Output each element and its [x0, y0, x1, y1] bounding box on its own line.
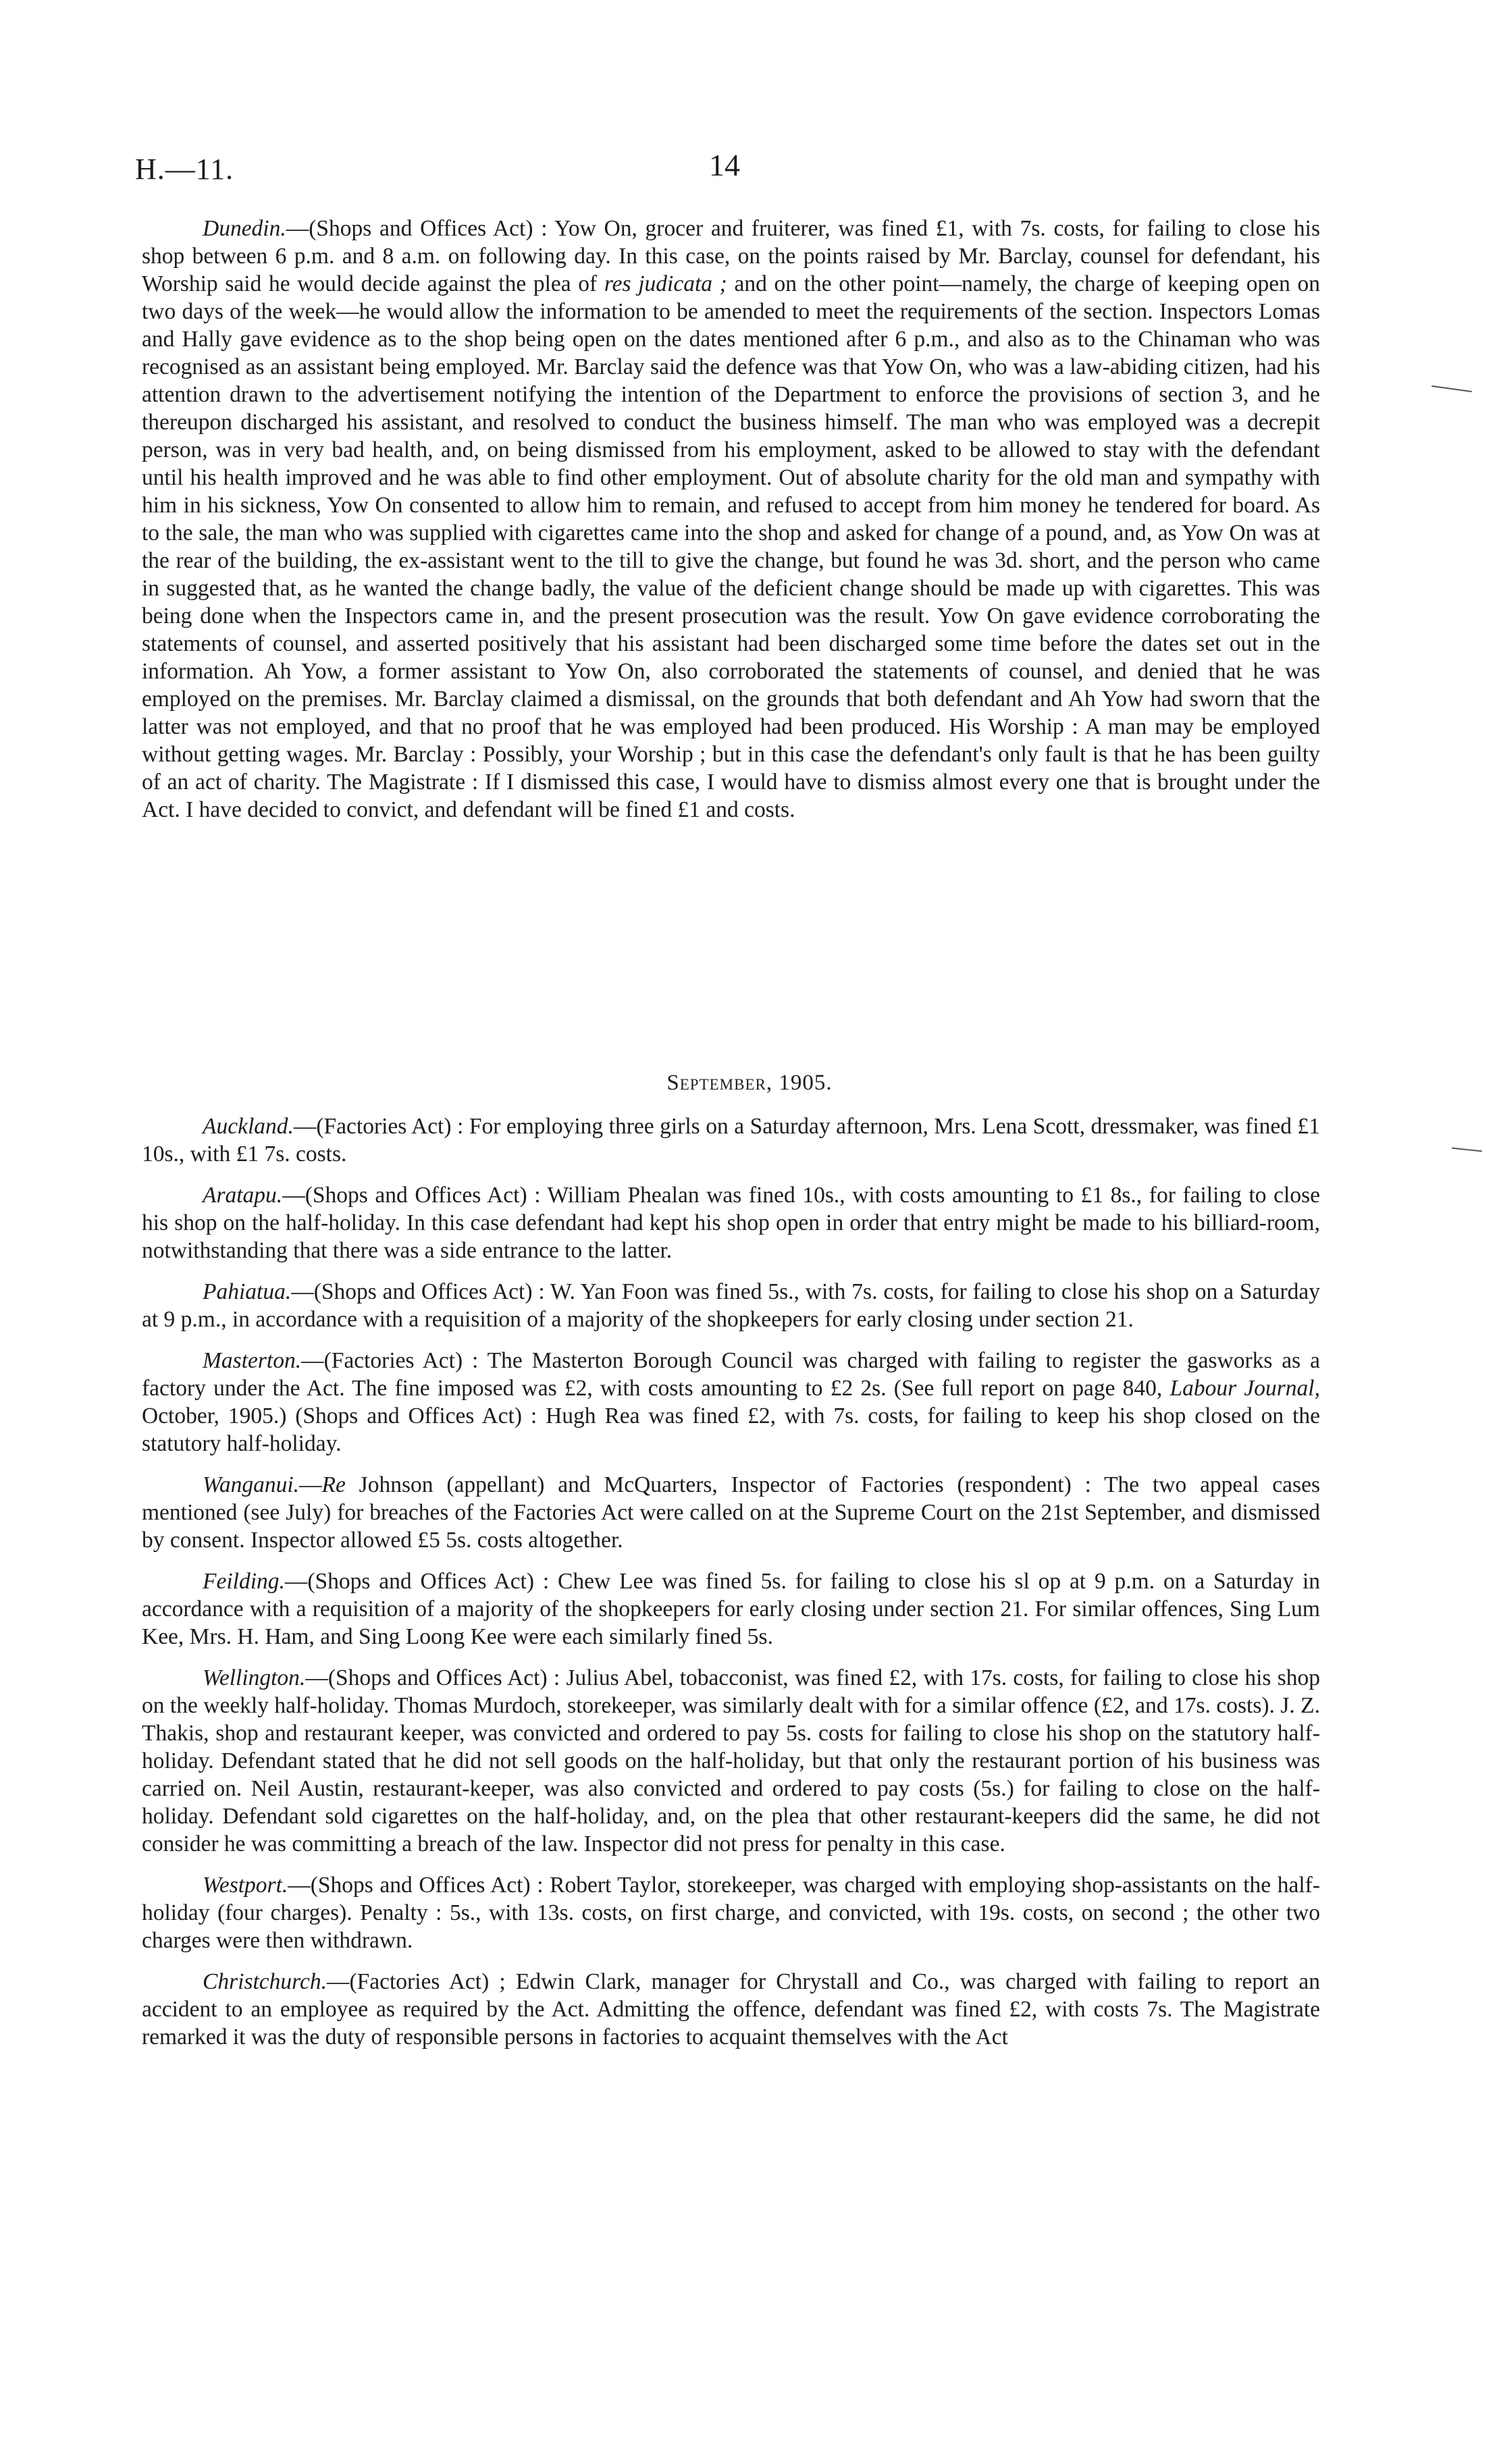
place-name: Masterton. — [203, 1348, 302, 1373]
document-reference: H.—11. — [135, 153, 234, 186]
entry-text: — — [299, 1472, 322, 1497]
entry-text-continued: October, 1905.) (Shops and Offices Act) : Hugh Rea was fined £2, with 7s. costs, for failing to keep his shop closed on the statutory half-holiday. — [142, 1403, 1320, 1456]
entry-wanganui — [142, 1471, 1320, 1554]
entry-feilding — [142, 1568, 1320, 1651]
entry-pahiatua — [142, 1278, 1320, 1333]
entry-text: —(Factories Act) : The Masterton Borough Council was charged with failing to register the gasworks as a factory under the Act. The fine imposed was £2, with costs amounting to £2 2s. (See full report on page 840, — [142, 1348, 1320, 1401]
entry-text: —(Shops and Offices Act) : Julius Abel, tobacconist, was fined £2, with 17s. costs, for failing to close his shop on the weekly half-holiday. Thomas Murdoch, storekeeper, was similarly dealt with for a similar offence (£2, and 17s. costs). J. Z. Thakis, shop and restaurant keeper, was convicted and ordered to pay 5s. costs for failing to close his shop on the statutory half-holiday. Defendant stated that he did not sell goods on the half-holiday, but that only the restaurant portion of his business was carried on. Neil Austin, restaurant-keeper, was also convicted and ordered to pay costs (5s.) for failing to close on the half-holiday. Defendant sold cigarettes on the half-holiday, and, on the plea that other restaurant-keepers did the same, he did not consider he was committing a breach of the law. Inspector did not press for penalty in this case. — [142, 1665, 1320, 1856]
place-name: Auckland. — [203, 1114, 294, 1139]
entry-text: —(Factories Act) : For employing three girls on a Saturday afternoon, Mrs. Lena Scott, dressmaker, was fined £1 10s., with £1 7s. costs. — [142, 1114, 1320, 1167]
place-name: Westport. — [203, 1873, 288, 1898]
entry-text: —(Shops and Offices Act) : Yow On, grocer and fruiterer, was fined £1, with 7s. costs, for failing to close his shop between 6 p.m. and 8 a.m. on following day. In this case, on the points raised by Mr. Barclay, counsel for defendant, his Worship said he would decide against the plea of — [142, 216, 1320, 296]
entry-masterton — [142, 1347, 1320, 1457]
italic-phrase: Labour Journal, — [1169, 1376, 1320, 1401]
entry-auckland — [142, 1113, 1320, 1168]
italic-phrase: res judicata ; — [604, 271, 727, 296]
entry-text-continued: Johnson (appellant) and McQuarters, Inspector of Factories (respondent) : The two appeal cases mentioned (see July) for breaches of the Factories Act were called on at the Supreme Court on the 21st September, and dismissed by consent. Inspector allowed £5 5s. costs altogether. — [142, 1472, 1320, 1553]
place-name: Wanganui. — [203, 1472, 300, 1497]
place-name: Pahiatua. — [203, 1279, 292, 1304]
margin-mark — [1452, 1148, 1482, 1152]
page-number: 14 — [709, 148, 740, 182]
entry-westport — [142, 1871, 1320, 1954]
place-name: Feilding. — [203, 1569, 285, 1594]
entry-text: —(Shops and Offices Act) : William Phealan was fined 10s., with costs amounting to £1 8s., for failing to close his shop on the half-holiday. In this case defendant had kept his shop open in order that entry might be made to his billiard-room, notwithstanding that there was a side entrance to the latter. — [142, 1183, 1320, 1263]
entry-christchurch — [142, 1968, 1320, 2051]
entry-text: —(Shops and Offices Act) : Chew Lee was fined 5s. for failing to close his sl op at 9 p.m. on a Saturday in accordance with a requisition of a majority of the shopkeepers for early closing under section 21. For similar offences, Sing Lum Kee, Mrs. H. Ham, and Sing Loong Kee were each similarly fined 5s. — [142, 1569, 1320, 1649]
section-heading: September, 1905. — [666, 1071, 833, 1095]
entry-aratapu — [142, 1181, 1320, 1264]
september-entries — [142, 1113, 1320, 2064]
entry-wellington — [142, 1664, 1320, 1858]
italic-phrase: Re — [321, 1472, 346, 1497]
place-name: Christchurch. — [203, 1969, 327, 1994]
place-name: Wellington. — [203, 1665, 306, 1690]
place-name: Dunedin. — [203, 216, 286, 241]
place-name: Aratapu. — [203, 1183, 283, 1208]
entry-text: —(Shops and Offices Act) : Robert Taylor, storekeeper, was charged with employing shop-assistants on the half-holiday (four charges). Penalty : 5s., with 13s. costs, on first charge, and convicted, with 19s. costs, on second ; the other two charges were then withdrawn. — [142, 1873, 1320, 1953]
entry-text-continued: and on the other point—namely, the charge of keeping open on two days of the week—he would allow the information to be amended to meet the requirements of the section. Inspectors Lomas and Hally gave evidence as to the shop being open on the dates mentioned after 6 p.m., and also as to the Chinaman who was recognised as an assistant being employed. Mr. Barclay said the defence was that Yow On, who was a law-abiding citizen, had his attention drawn to the advertisement notifying the intention of the Department to enforce the provisions of section 3, and he thereupon discharged his assistant, and resolved to conduct the business himself. The man who was employed was a decrepit person, was in very bad health, and, on being dismissed from his employment, asked to be allowed to stay with the defendant until his health improved and he was able to find other employment. Out of absolute charity for the old man and sympathy with him in his sickness, Yow On consented to allow him to remain, and refused to accept from him money he tendered for board. As to the sale, the man who was supplied with cigarettes came into the shop and asked for change of a pound, and, as Yow On was at the rear of the building, the ex-assistant went to the till to give the change, but found he was 3d. short, and the person who came in suggested that, as he wanted the change badly, the value of the deficient change should be made up with cigarettes. This was being done when the Inspectors came in, and the present prosecution was the result. Yow On gave evidence corroborating the statements of counsel, and asserted positively that his assistant had been discharged some time before the dates set out in the information. Ah Yow, a former assistant to Yow On, also corroborated the statements of counsel, and denied that he was employed on the premises. Mr. Barclay claimed a dismissal, on the grounds that both defendant and Ah Yow had sworn that the latter was not employed, and that no proof that he was employed had been produced. His Worship : A man may be employed without getting wages. Mr. Barclay : Possibly, your Worship ; but in this case the defendant's only fault is that he has been guilty of an act of charity. The Magistrate : If I dismissed this case, I would have to dismiss almost every one that is brought under the Act. I have decided to convict, and defendant will be fined £1 and costs. — [142, 271, 1320, 822]
margin-mark — [1431, 385, 1472, 392]
paragraph-dunedin — [142, 215, 1320, 824]
dunedin-report — [142, 215, 1320, 824]
entry-text: —(Factories Act) ; Edwin Clark, manager for Chrystall and Co., was charged with failing to report an accident to an employee as required by the Act. Admitting the offence, defendant was fined £2, with costs 7s. The Magistrate remarked it was the duty of responsible persons in factories to acquaint themselves with the Act — [142, 1969, 1320, 2050]
entry-text: —(Shops and Offices Act) : W. Yan Foon was fined 5s., with 7s. costs, for failing to close his shop on a Saturday at 9 p.m., in accordance with a requisition of a majority of the shopkeepers for early closing under section 21. — [142, 1279, 1320, 1332]
